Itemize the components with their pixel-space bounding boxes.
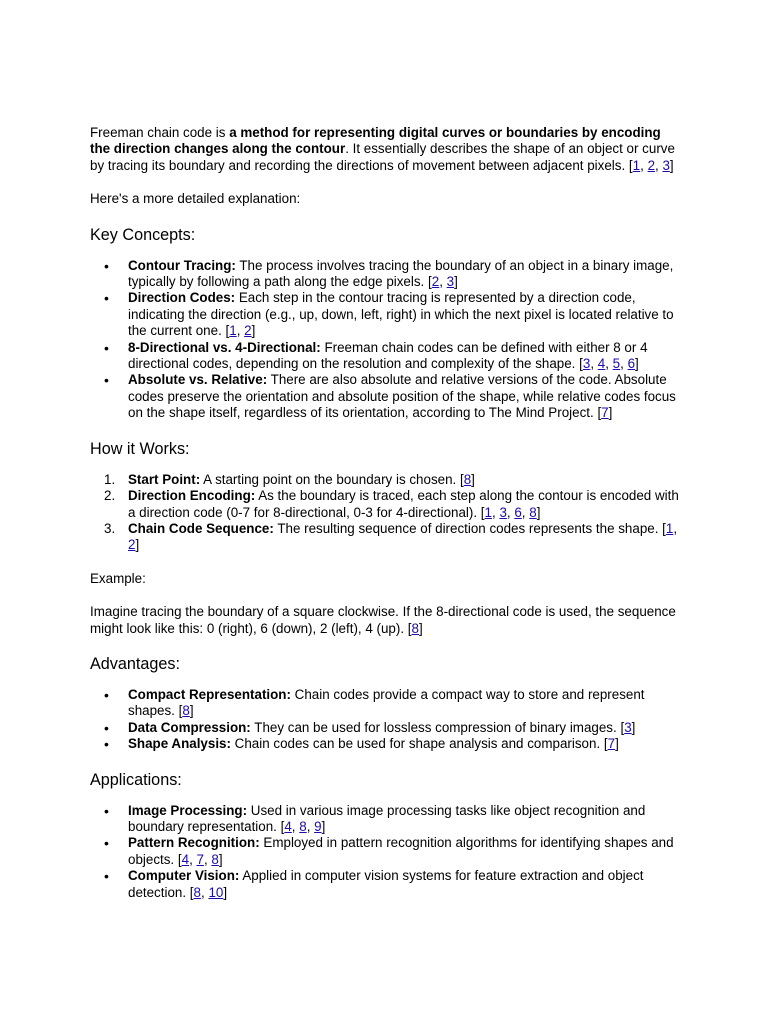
- citation-link[interactable]: 6: [627, 356, 636, 372]
- list-item: [90, 687, 682, 720]
- item-term: Shape Analysis:: [128, 736, 231, 752]
- citation-links: [1, 2]: [128, 520, 678, 553]
- item-term: Image Processing:: [128, 802, 248, 818]
- citation-link[interactable]: 1: [665, 520, 674, 536]
- citation-link[interactable]: 2: [244, 323, 252, 339]
- list-item: [90, 372, 682, 421]
- citation-link[interactable]: 6: [514, 504, 522, 520]
- item-term: Contour Tracing:: [128, 257, 236, 273]
- list-number: 2.: [104, 488, 116, 504]
- item-term: Compact Representation:: [128, 686, 291, 702]
- citation-links: [2, 3]: [428, 274, 458, 290]
- item-text: The process involves tracing the boundary of an object in a binary image, typically by following a path along the edge pixels.: [128, 257, 674, 290]
- list-item: [90, 803, 682, 836]
- citation-link[interactable]: 10: [208, 884, 224, 900]
- citation-link[interactable]: 3: [662, 157, 670, 173]
- citation-link[interactable]: 7: [196, 851, 204, 867]
- intro-paragraph: [90, 125, 682, 174]
- citation-links: [8]: [178, 703, 194, 719]
- citation-link[interactable]: 8: [182, 703, 190, 719]
- item-term: 8-Directional vs. 4-Directional:: [128, 339, 321, 355]
- example-label: Example:: [90, 570, 146, 586]
- example-paragraph: [90, 604, 682, 637]
- list-item: [90, 720, 682, 736]
- example-text: Imagine tracing the boundary of a square clockwise. If the 8-directional code is used, the sequence might look like this: 0 (right), 6 (down), 2 (left), 4 (up).: [90, 604, 676, 636]
- citation-link[interactable]: 1: [632, 157, 641, 173]
- intro-bold: a method for representing digital curves or boundaries by encoding the direction changes along the contour: [90, 125, 661, 157]
- list-number: 3.: [104, 520, 116, 536]
- explain-line: Here's a more detailed explanation:: [90, 191, 301, 207]
- citation-link[interactable]: 7: [607, 736, 616, 752]
- citation-link[interactable]: 3: [446, 274, 455, 290]
- key-concepts-list: [90, 258, 682, 422]
- citation-links: [7]: [597, 405, 613, 421]
- citation-link[interactable]: 4: [181, 851, 190, 867]
- citation-link[interactable]: 3: [499, 504, 507, 520]
- item-term: Absolute vs. Relative:: [128, 372, 268, 388]
- item-term: Start Point:: [128, 471, 201, 487]
- citation-link[interactable]: 4: [597, 356, 606, 372]
- list-item: [90, 521, 682, 554]
- item-term: Computer Vision:: [128, 868, 240, 884]
- citation-link[interactable]: 1: [484, 504, 492, 520]
- citation-links: [3]: [620, 719, 636, 735]
- list-item: [90, 868, 682, 901]
- citation-link[interactable]: 5: [612, 356, 621, 372]
- item-text: As the boundary is traced, each step along the contour is encoded with a direction code (0-7 for 8-directional, 0-3 for 4-directional).: [128, 488, 679, 520]
- item-text: There are also absolute and relative versions of the code. Absolute codes preserve the orientation and absolute position of the shape, while relative codes focus on the shape itself, regardless of its orientation, according to The Mind Project.: [128, 372, 676, 421]
- item-term: Chain Code Sequence:: [128, 520, 274, 536]
- heading-applications: Applications:: [90, 770, 182, 789]
- item-text: Chain codes can be used for shape analysis and comparison.: [230, 736, 604, 752]
- citation-link[interactable]: 3: [624, 719, 632, 735]
- citation-link[interactable]: 8: [463, 471, 472, 487]
- citation-link[interactable]: 3: [582, 356, 591, 372]
- citation-link[interactable]: 8: [411, 620, 419, 636]
- citation-links: [4, 8, 9]: [280, 818, 326, 834]
- citation-link[interactable]: 7: [601, 405, 609, 421]
- applications-list: [90, 803, 682, 901]
- item-term: Pattern Recognition:: [128, 835, 260, 851]
- advantages-list: [90, 687, 682, 753]
- heading-key-concepts: Key Concepts:: [90, 225, 196, 244]
- item-text: Applied in computer vision systems for feature extraction and object detection.: [128, 868, 644, 900]
- intro-rest: . It essentially describes the shape of an object or curve by tracing its boundary and recording the directions of movement between adjacent pixels.: [90, 141, 675, 173]
- item-term: Direction Codes:: [128, 290, 236, 306]
- citation-link[interactable]: 4: [284, 818, 292, 834]
- citation-links: [1, 3, 6, 8]: [480, 504, 541, 520]
- citation-links: [3, 4, 5, 6]: [579, 356, 639, 372]
- citation-link[interactable]: 9: [314, 818, 322, 834]
- item-text: A starting point on the boundary is chosen.: [200, 471, 460, 487]
- citation-link[interactable]: 2: [647, 157, 656, 173]
- heading-advantages: Advantages:: [90, 654, 180, 673]
- item-text: Each step in the contour tracing is represented by a direction code, indicating the direction (e.g., up, down, left, right) in which the next pixel is located relative to the current one.: [128, 290, 674, 339]
- document-body: [90, 125, 682, 901]
- citation-link[interactable]: 2: [128, 537, 136, 553]
- citation-link[interactable]: 8: [211, 851, 219, 867]
- list-item: [90, 258, 682, 291]
- item-term: Direction Encoding:: [128, 488, 256, 504]
- citation-link[interactable]: 1: [229, 323, 237, 339]
- citation-links: [8]: [407, 620, 423, 636]
- intro-lead: Freeman chain code is: [90, 125, 230, 140]
- citation-link[interactable]: 8: [529, 504, 537, 520]
- citation-links: [1, 2, 3]: [628, 157, 674, 173]
- list-item: [90, 290, 682, 339]
- citation-links: [4, 7, 8]: [177, 851, 223, 867]
- citation-links: [1, 2]: [225, 323, 256, 339]
- citation-link[interactable]: 8: [299, 818, 307, 834]
- item-text: They can be used for lossless compression of binary images.: [250, 719, 621, 735]
- item-term: Data Compression:: [128, 719, 251, 735]
- item-text: Freeman chain codes can be defined with either 8 or 4 directional codes, depending on the resolution and complexity of the shape.: [128, 339, 648, 372]
- citation-link[interactable]: 8: [193, 884, 201, 900]
- list-item: [90, 488, 682, 521]
- item-text: Employed in pattern recognition algorithms for identifying shapes and objects.: [128, 835, 674, 867]
- heading-how-it-works: How it Works:: [90, 439, 190, 458]
- citation-link[interactable]: 2: [431, 274, 440, 290]
- list-item: [90, 835, 682, 868]
- list-number: 1.: [104, 471, 116, 487]
- item-text: Chain codes provide a compact way to store and represent shapes.: [128, 686, 645, 719]
- list-item: [90, 736, 682, 752]
- citation-links: [8, 10]: [189, 884, 228, 900]
- list-item: [90, 340, 682, 373]
- citation-links: [8]: [459, 471, 475, 487]
- item-text: Used in various image processing tasks like object recognition and boundary representation.: [128, 802, 646, 834]
- item-text: The resulting sequence of direction codes represents the shape.: [273, 520, 663, 536]
- list-item: [90, 472, 682, 488]
- citation-links: [7]: [603, 736, 619, 752]
- how-it-works-list: [90, 472, 682, 554]
